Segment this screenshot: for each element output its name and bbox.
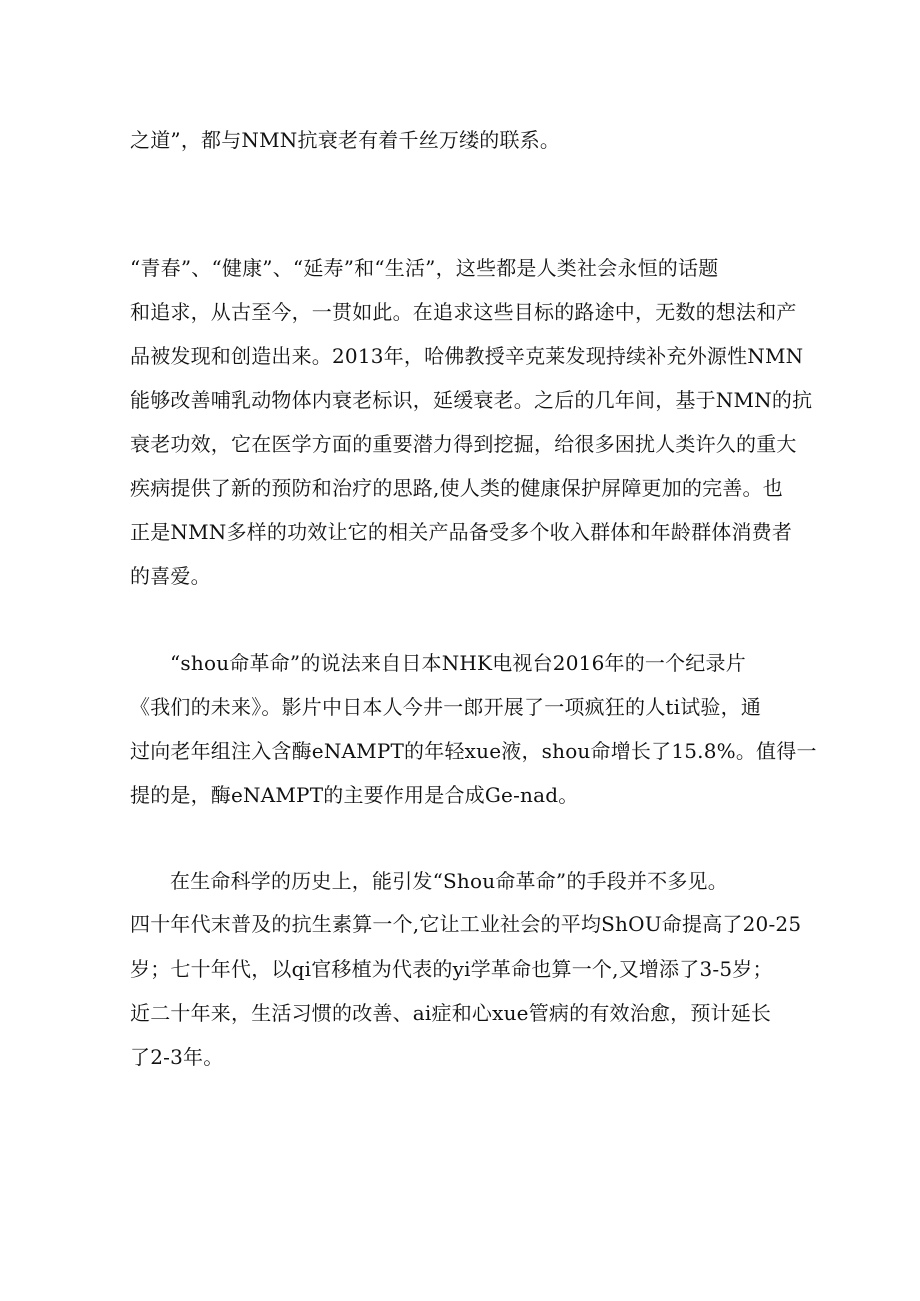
text-line-9: 的喜爱。 <box>130 564 211 588</box>
text-line-12: 过向老年组注入含酶eNAMPT的年轻xue液，shou命增长了15.8%。值得一 <box>130 739 817 763</box>
text-line-13: 提的是，酶eNAMPT的主要作用是合成Ge-nad。 <box>130 783 579 807</box>
text-line-7: 疾病提供了新的预防和治疗的思路,使人类的健康保护屏障更加的完善。也 <box>130 476 783 500</box>
text-line-5: 能够改善哺乳动物体内衰老标识，延缓衰老。之后的几年间，基于NMN的抗 <box>130 388 813 412</box>
text-line-17: 近二十年来，生活习惯的改善、ai症和心xue管病的有效治愈，预计延长 <box>130 1001 772 1025</box>
text-line-4: 品被发现和创造出来。2013年，哈佛教授辛克莱发现持续补充外源性NMN <box>130 344 804 368</box>
text-line-18: 了2-3年。 <box>130 1045 224 1069</box>
text-line-11: 《我们的未来》。影片中日本人今井一郎开展了一项疯狂的人ti试验，通 <box>130 695 762 719</box>
text-line-16: 岁；七十年代，以qi官移植为代表的yi学革命也算一个,又增添了3-5岁； <box>130 957 773 981</box>
text-line-3: 和追求，从古至今，一贯如此。在追求这些目标的路途中，无数的想法和产 <box>130 300 797 324</box>
text-line-6: 衰老功效，它在医学方面的重要潜力得到挖掘，给很多困扰人类许久的重大 <box>130 432 797 456</box>
text-line-8: 正是NMN多样的功效让它的相关产品备受多个收入群体和年龄群体消费者 <box>130 520 793 544</box>
text-line-1: 之道”，都与NMN抗衰老有着千丝万缕的联系。 <box>130 128 561 152</box>
text-line-2: “青春”、“健康”、“延寿”和“生活”，这些都是人类社会永恒的话题 <box>130 256 719 280</box>
text-line-10: “shou命革命”的说法来自日本NHK电视台2016年的一个纪录片 <box>170 651 746 675</box>
text-line-15: 四十年代末普及的抗生素算一个,它让工业社会的平均ShOU命提高了20-25 <box>130 912 802 936</box>
text-line-14: 在生命科学的历史上，能引发“Shou命革命”的手段并不多见。 <box>170 869 728 893</box>
